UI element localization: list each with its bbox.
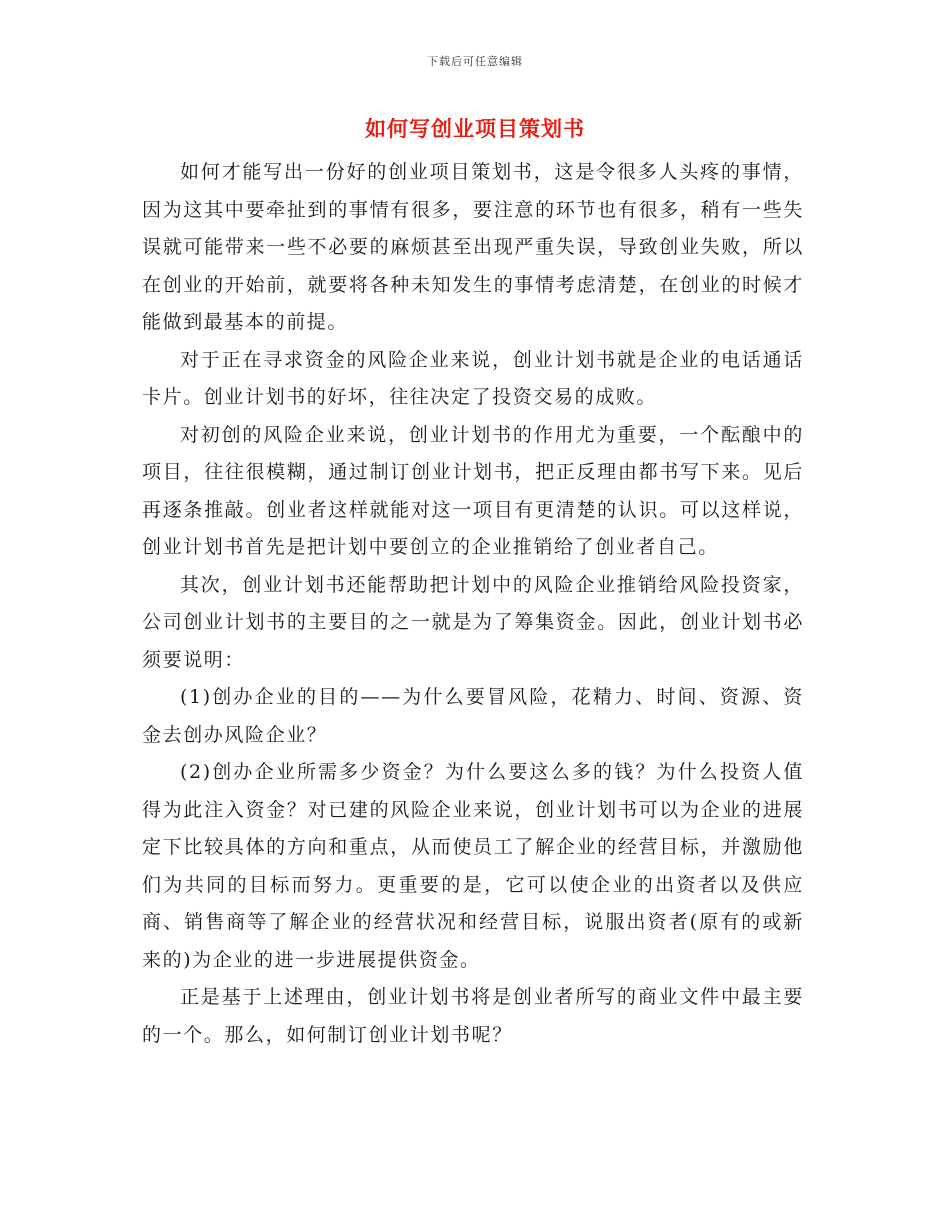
paragraph: 对初创的风险企业来说，创业计划书的作用尤为重要，一个酝酿中的项目，往往很模糊，通过制订创业计划书，把正反理由都书写下来。见后再逐条推敲。创业者这样就能对这一项目有更清楚的认识。可以这样说，创业计划书首先是把计划中要创立的企业推销给了创业者自己。: [142, 423, 804, 558]
paragraph: 其次，创业计划书还能帮助把计划中的风险企业推销给风险投资家，公司创业计划书的主要目的之一就是为了筹集资金。因此，创业计划书必须要说明：: [142, 573, 804, 671]
paragraph: 对于正在寻求资金的风险企业来说，创业计划书就是企业的电话通话卡片。创业计划书的好坏，往往决定了投资交易的成败。: [142, 348, 804, 408]
paragraph: 如何才能写出一份好的创业项目策划书，这是令很多人头疼的事情，因为这其中要牵扯到的事情有很多，要注意的环节也有很多，稍有一些失误就可能带来一些不必要的麻烦甚至出现严重失误，导致创业失败，所以在创业的开始前，就要将各种未知发生的事情考虑清楚，在创业的时候才能做到最基本的前提。: [142, 161, 804, 333]
paragraph: 正是基于上述理由，创业计划书将是创业者所写的商业文件中最主要的一个。那么，如何制订创业计划书呢？: [142, 986, 804, 1046]
paragraph-list-item-1: (1)创办企业的目的——为什么要冒风险，花精力、时间、资源、资金去创办风险企业？: [142, 686, 804, 746]
header-note: 下载后可任意编辑: [427, 55, 523, 68]
paragraph-list-item-2: (2)创办企业所需多少资金？为什么要这么多的钱？为什么投资人值得为此注入资金？对已建的风险企业来说，创业计划书可以为企业的进展定下比较具体的方向和重点，从而使员工了解企业的经营目标，并激励他们为共同的目标而努力。更重要的是，它可以使企业的出资者以及供应商、销售商等了解企业的经营状况和经营目标，说服出资者(原有的或新来的)为企业的进一步进展提供资金。: [142, 761, 804, 971]
document-title: 如何写创业项目策划书: [365, 117, 585, 141]
document-body: [142, 154, 804, 1054]
